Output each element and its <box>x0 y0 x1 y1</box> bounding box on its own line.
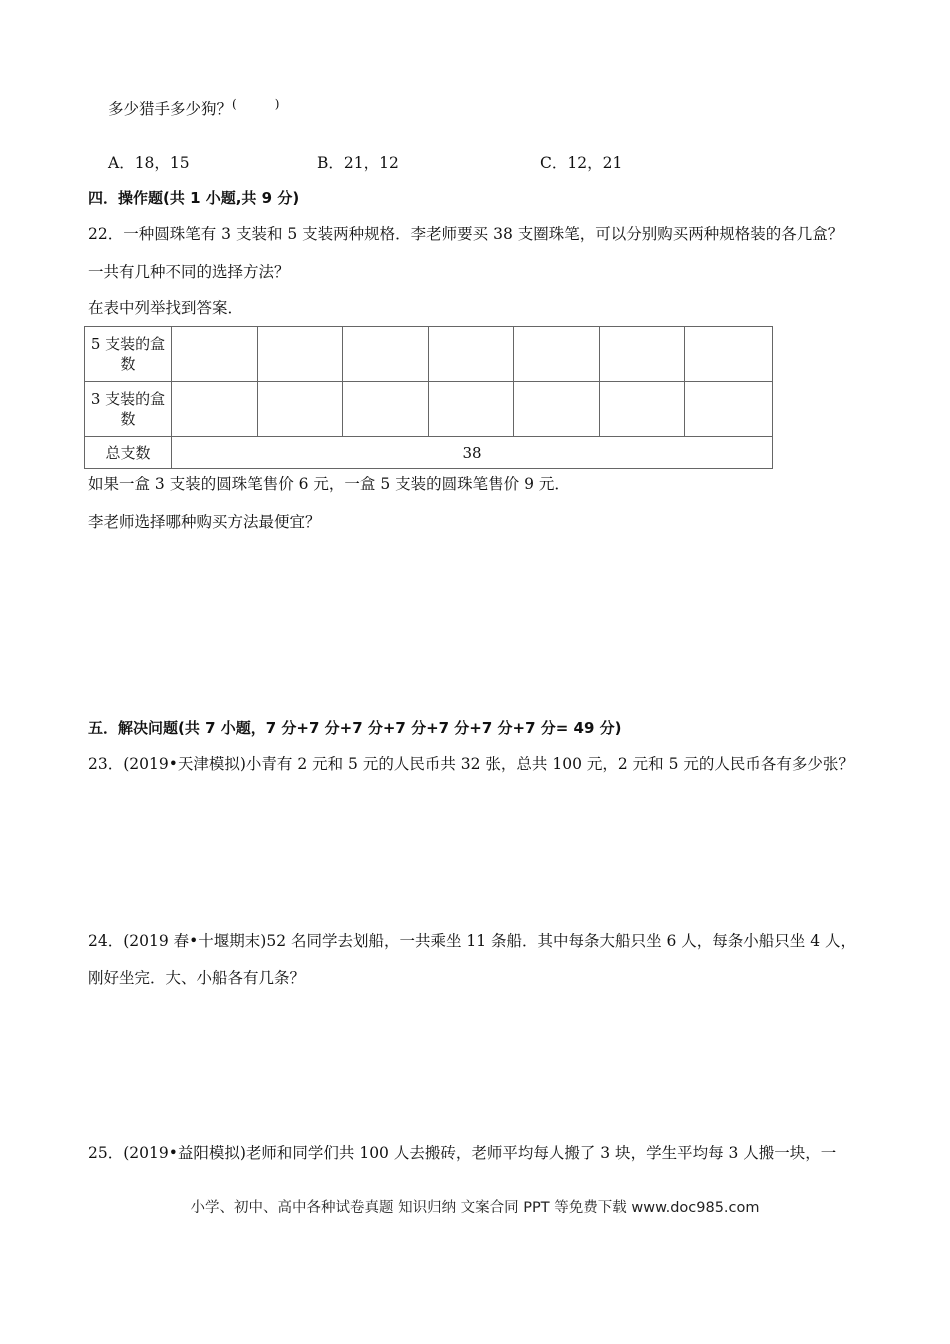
table-row-5pack <box>85 327 773 382</box>
table-cell <box>257 327 343 382</box>
q21-tail-text: 多少猎手多少狗？ <box>108 100 233 118</box>
table-cell <box>599 382 685 437</box>
table-cell <box>514 327 600 382</box>
q21-tail-line <box>108 99 279 120</box>
table-cell <box>343 382 429 437</box>
q22-line4: 如果一盒 3 支装的圆珠笔售价 6 元，一盒 5 支装的圆珠笔售价 9 元． <box>88 475 570 493</box>
total-value-cell: 38 <box>172 437 773 469</box>
q25-line1: 25．(2019•益阳模拟)老师和同学们共 100 人去搬砖，老师平均每人搬了 3 块，学生平均每 3 人搬一块，一 <box>88 1144 837 1162</box>
q22-line1: 22．一种圆珠笔有 3 支装和 5 支装两种规格．李老师要买 38 支圈珠笔，可以分别购买两种规格装的各几盒？ <box>88 225 844 243</box>
q24-line2: 刚好坐完．大、小船各有几条？ <box>88 969 306 987</box>
q22-line2: 一共有几种不同的选择方法？ <box>88 263 290 281</box>
table-cell <box>172 327 258 382</box>
section5-title: 五．解决问题(共 7 小题，7 分+7 分+7 分+7 分+7 分+7 分+7 分= 49 分) <box>88 719 622 737</box>
table-row-3pack <box>85 382 773 437</box>
q21-option-a: A．18，15 <box>108 154 190 172</box>
table-row-total <box>85 437 773 469</box>
section4-title: 四．操作题(共 1 小题,共 9 分) <box>88 189 300 207</box>
row-head-5pack: 5 支装的盒数 <box>85 327 172 382</box>
table-cell <box>685 327 773 382</box>
table-cell <box>172 382 258 437</box>
table-cell <box>257 382 343 437</box>
page-footer: 小学、初中、高中各种试卷真题 知识归纳 文案合同 PPT 等免费下载 www.doc985.com <box>190 1200 760 1216</box>
q24-line1: 24．(2019 春•十堰期末)52 名同学去划船，一共乘坐 11 条船．其中每条大船只坐 6 人，每条小船只坐 4 人， <box>88 932 856 950</box>
table-cell <box>428 382 514 437</box>
table-cell <box>599 327 685 382</box>
q21-paren-close: ) <box>274 97 280 111</box>
row-head-total: 总支数 <box>85 437 172 469</box>
table-cell <box>428 327 514 382</box>
table-cell <box>685 382 773 437</box>
q22-line3: 在表中列举找到答案． <box>88 299 244 317</box>
q21-paren-open: ( <box>232 97 237 111</box>
table-cell <box>343 327 429 382</box>
row-head-3pack: 3 支装的盒数 <box>85 382 172 437</box>
q23-text: 23．(2019•天津模拟)小青有 2 元和 5 元的人民币共 32 张，总共 100 元，2 元和 5 元的人民币各有多少张？ <box>88 755 854 773</box>
q21-option-c: C．12，21 <box>540 154 623 172</box>
q21-option-b: B．21，12 <box>317 154 399 172</box>
q22-answer-table <box>84 326 773 469</box>
table-cell <box>514 382 600 437</box>
q22-line5: 李老师选择哪种购买方法最便宜？ <box>88 513 321 531</box>
